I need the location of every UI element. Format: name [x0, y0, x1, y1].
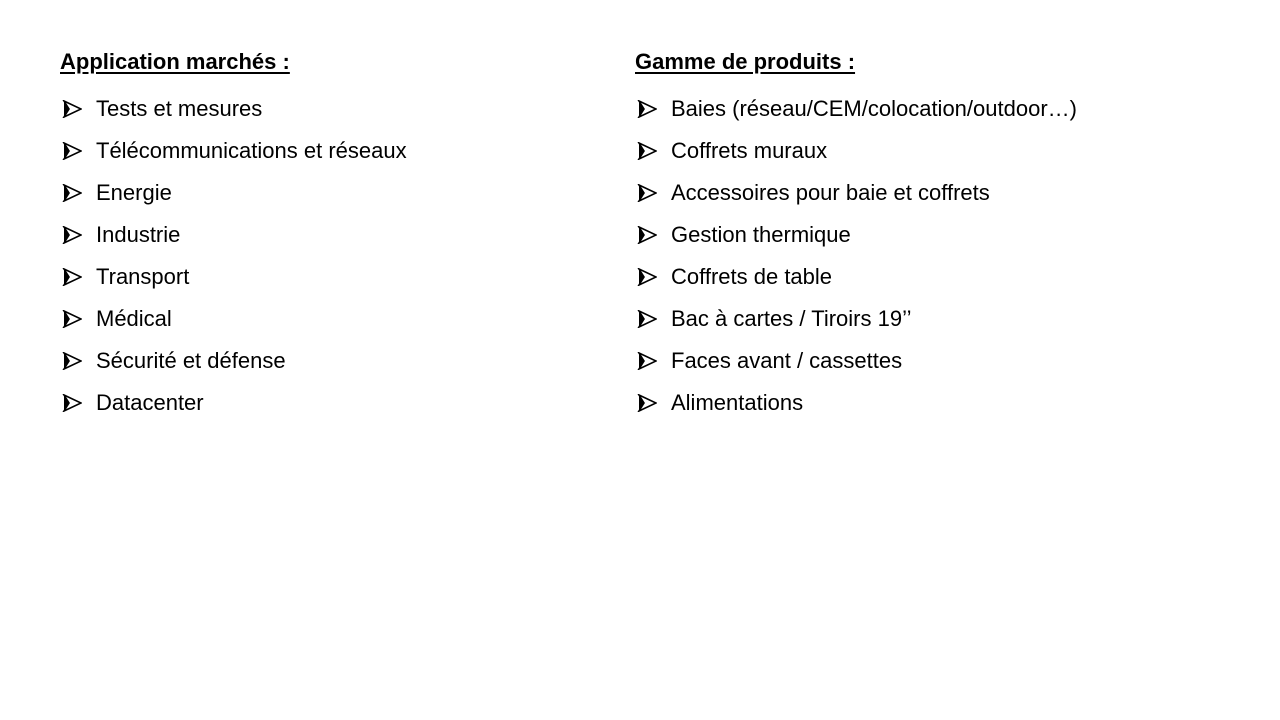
list-item — [60, 382, 620, 424]
arrow-bullet-icon — [637, 268, 657, 286]
products-heading: Gamme de produits : — [635, 49, 856, 74]
list-item — [635, 214, 1195, 256]
arrow-bullet-icon — [62, 100, 82, 118]
list-item — [60, 130, 620, 172]
arrow-bullet-icon — [62, 268, 82, 286]
list-item-label: Coffrets muraux — [671, 138, 828, 163]
list-item — [635, 172, 1195, 214]
list-item — [635, 130, 1195, 172]
markets-heading: Application marchés : — [60, 49, 290, 74]
list-item — [635, 256, 1195, 298]
list-item — [635, 340, 1195, 382]
products-list — [635, 88, 1195, 424]
arrow-bullet-icon — [62, 394, 82, 412]
arrow-bullet-icon — [62, 142, 82, 160]
list-item-label: Tests et mesures — [96, 96, 263, 121]
arrow-bullet-icon — [62, 310, 82, 328]
list-item-label: Sécurité et défense — [96, 348, 286, 373]
arrow-bullet-icon — [637, 352, 657, 370]
list-item — [60, 340, 620, 382]
list-item — [60, 214, 620, 256]
list-item-label: Coffrets de table — [671, 264, 833, 289]
list-item — [60, 256, 620, 298]
list-item-label: Accessoires pour baie et coffrets — [671, 180, 990, 205]
arrow-bullet-icon — [637, 100, 657, 118]
list-item — [60, 298, 620, 340]
list-item-label: Alimentations — [671, 390, 804, 415]
list-item-label: Transport — [96, 264, 190, 289]
arrow-bullet-icon — [637, 394, 657, 412]
products-column — [635, 46, 1195, 424]
list-item-label: Médical — [96, 306, 172, 331]
markets-column — [60, 46, 620, 424]
list-item-label: Industrie — [96, 222, 181, 247]
arrow-bullet-icon — [637, 226, 657, 244]
arrow-bullet-icon — [62, 352, 82, 370]
list-item — [60, 88, 620, 130]
arrow-bullet-icon — [62, 226, 82, 244]
list-item-label: Faces avant / cassettes — [671, 348, 903, 373]
list-item-label: Gestion thermique — [671, 222, 851, 247]
list-item — [635, 88, 1195, 130]
list-item-label: Bac à cartes / Tiroirs 19’’ — [671, 306, 912, 331]
list-item — [60, 172, 620, 214]
list-item — [635, 382, 1195, 424]
list-item-label: Energie — [96, 180, 172, 205]
list-item-label: Baies (réseau/CEM/colocation/outdoor…) — [671, 96, 1077, 121]
list-item-label: Télécommunications et réseaux — [96, 138, 407, 163]
arrow-bullet-icon — [62, 184, 82, 202]
arrow-bullet-icon — [637, 142, 657, 160]
arrow-bullet-icon — [637, 310, 657, 328]
arrow-bullet-icon — [637, 184, 657, 202]
markets-list — [60, 88, 620, 424]
list-item-label: Datacenter — [96, 390, 204, 415]
list-item — [635, 298, 1195, 340]
